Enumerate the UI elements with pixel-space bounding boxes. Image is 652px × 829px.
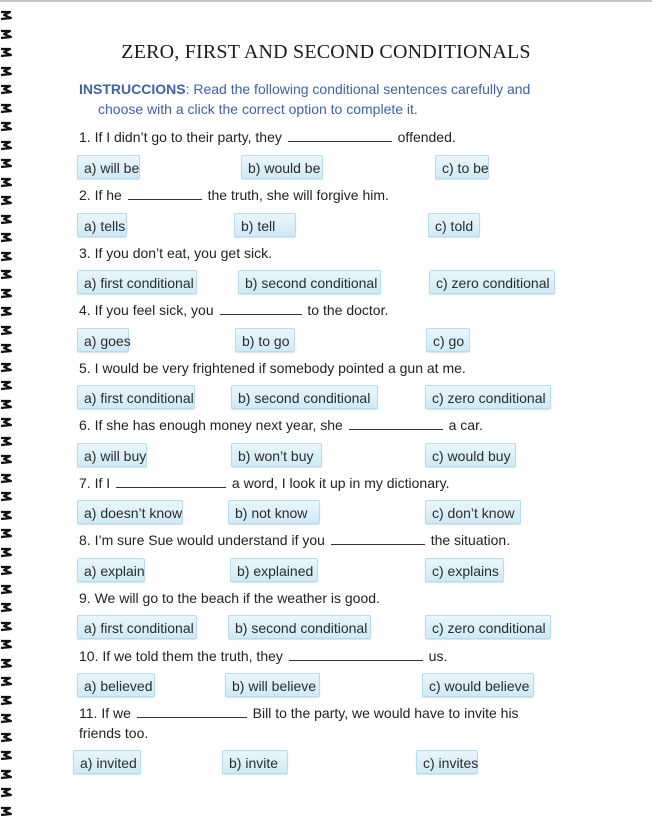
spiral-coil <box>0 158 13 169</box>
spiral-coil <box>0 713 13 724</box>
option-c[interactable]: c) would believe <box>422 673 534 697</box>
question-text-line-2: friends too. <box>79 725 149 741</box>
spiral-coil <box>0 84 13 95</box>
spiral-coil <box>0 177 13 188</box>
question-text: Bill to the party, we would have to invite his <box>252 705 519 721</box>
option-b[interactable]: b) explained <box>230 558 318 582</box>
spiral-coil <box>0 787 13 798</box>
question-text: 1. If I didn’t go to their party, they <box>79 129 282 145</box>
answer-blank <box>349 415 443 430</box>
spiral-coil <box>0 584 13 595</box>
question-4 <box>79 300 559 320</box>
option-c[interactable]: c) invites <box>416 750 478 774</box>
spiral-coil <box>0 528 13 539</box>
spiral-coil <box>0 639 13 650</box>
spiral-coil <box>0 232 13 243</box>
spiral-coil <box>0 491 13 502</box>
question-1 <box>79 127 559 147</box>
spiral-coil <box>0 10 13 21</box>
option-a[interactable]: a) goes <box>77 328 129 352</box>
spiral-binding <box>0 0 14 829</box>
option-a[interactable]: a) will be <box>77 155 140 179</box>
question-2 <box>79 185 559 205</box>
spiral-coil <box>0 195 13 206</box>
question-5: 5. I would be very frightened if somebody pointed a gun at me. <box>79 360 466 376</box>
question-text: 2. If he <box>79 187 122 203</box>
spiral-coil <box>0 510 13 521</box>
spiral-coil <box>0 454 13 465</box>
question-3: 3. If you don’t eat, you get sick. <box>79 245 272 261</box>
question-6 <box>79 415 559 435</box>
spiral-coil <box>0 399 13 410</box>
answer-blank <box>128 185 202 200</box>
option-c[interactable]: c) don’t know <box>425 500 521 524</box>
option-a[interactable]: a) invited <box>73 750 141 774</box>
question-7 <box>79 473 559 493</box>
spiral-coil <box>0 658 13 669</box>
spiral-coil <box>0 362 13 373</box>
option-c[interactable]: c) zero conditional <box>425 385 551 409</box>
spiral-coil <box>0 436 13 447</box>
option-a[interactable]: a) first conditional <box>77 615 197 639</box>
option-b[interactable]: b) invite <box>222 750 288 774</box>
option-b[interactable]: b) would be <box>241 155 323 179</box>
option-b[interactable]: b) not know <box>228 500 320 524</box>
question-9: 9. We will go to the beach if the weather is good. <box>79 590 380 606</box>
answer-blank <box>288 127 392 142</box>
question-text: 7. If I <box>79 475 111 491</box>
spiral-coil <box>0 103 13 114</box>
spiral-coil <box>0 602 13 613</box>
question-text: offended. <box>397 129 456 145</box>
worksheet-title: ZERO, FIRST AND SECOND CONDITIONALS <box>121 41 531 63</box>
spiral-coil <box>0 417 13 428</box>
option-b[interactable]: b) second conditional <box>231 385 378 409</box>
question-10 <box>79 646 559 666</box>
answer-blank <box>220 300 302 315</box>
spiral-coil <box>0 343 13 354</box>
question-text: 10. If we told them the truth, they <box>79 648 283 664</box>
spiral-coil <box>0 306 13 317</box>
option-c[interactable]: c) to be <box>435 155 489 179</box>
option-b[interactable]: b) tell <box>234 213 296 237</box>
question-text: 4. If you feel sick, you <box>79 302 214 318</box>
spiral-coil <box>0 621 13 632</box>
spiral-coil <box>0 380 13 391</box>
spiral-coil <box>0 806 13 817</box>
option-c[interactable]: c) told <box>428 213 480 237</box>
question-text: a car. <box>448 417 483 433</box>
option-c[interactable]: c) go <box>426 328 470 352</box>
answer-blank <box>116 473 226 488</box>
question-text: 8. I’m sure Sue would understand if you <box>79 532 325 548</box>
option-a[interactable]: a) first conditional <box>77 270 197 294</box>
option-c[interactable]: c) zero conditional <box>429 270 555 294</box>
instructions-line-2: choose with a click the correct option to complete it. <box>98 101 418 117</box>
option-b[interactable]: b) won’t buy <box>231 443 322 467</box>
spiral-coil <box>0 325 13 336</box>
spiral-coil <box>0 66 13 77</box>
question-text: the truth, she will forgive him. <box>207 187 389 203</box>
spiral-coil <box>0 269 13 280</box>
option-b[interactable]: b) to go <box>235 328 295 352</box>
spiral-coil <box>0 769 13 780</box>
question-text: a word, I look it up in my dictionary. <box>231 475 450 491</box>
option-a[interactable]: a) tells <box>77 213 127 237</box>
spiral-coil <box>0 676 13 687</box>
spiral-coil <box>0 121 13 132</box>
spiral-coil <box>0 214 13 225</box>
question-text: to the doctor. <box>307 302 389 318</box>
question-text: 6. If she has enough money next year, she <box>79 417 343 433</box>
option-a[interactable]: a) doesn’t know <box>77 500 183 524</box>
question-text: the situation. <box>430 532 511 548</box>
answer-blank <box>331 530 425 545</box>
spiral-coil <box>0 732 13 743</box>
instructions <box>79 79 549 119</box>
spiral-coil <box>0 547 13 558</box>
option-b[interactable]: b) will believe <box>225 673 320 697</box>
option-b[interactable]: b) second conditional <box>228 615 371 639</box>
option-a[interactable]: a) first conditional <box>77 385 195 409</box>
option-c[interactable]: c) zero conditional <box>425 615 551 639</box>
spiral-coil <box>0 251 13 262</box>
option-a[interactable]: a) believed <box>77 673 155 697</box>
question-text: us. <box>428 648 448 664</box>
option-a[interactable]: a) explain <box>77 558 145 582</box>
answer-blank <box>137 703 247 718</box>
instructions-line-1: : Read the following conditional sentences carefully and <box>185 81 531 97</box>
spiral-coil <box>0 565 13 576</box>
spiral-coil <box>0 750 13 761</box>
top-border <box>0 0 652 2</box>
question-8 <box>79 530 559 550</box>
answer-blank <box>289 646 423 661</box>
spiral-coil <box>0 473 13 484</box>
spiral-coil <box>0 695 13 706</box>
option-a[interactable]: a) will buy <box>77 443 147 467</box>
spiral-coil <box>0 140 13 151</box>
instructions-label: INSTRUCCIONS <box>79 81 186 97</box>
option-b[interactable]: b) second conditional <box>238 270 381 294</box>
question-11 <box>79 703 559 743</box>
spiral-coil <box>0 29 13 40</box>
option-c[interactable]: c) explains <box>425 558 504 582</box>
spiral-coil <box>0 288 13 299</box>
option-c[interactable]: c) would buy <box>425 443 516 467</box>
question-text: 11. If we <box>79 705 131 721</box>
